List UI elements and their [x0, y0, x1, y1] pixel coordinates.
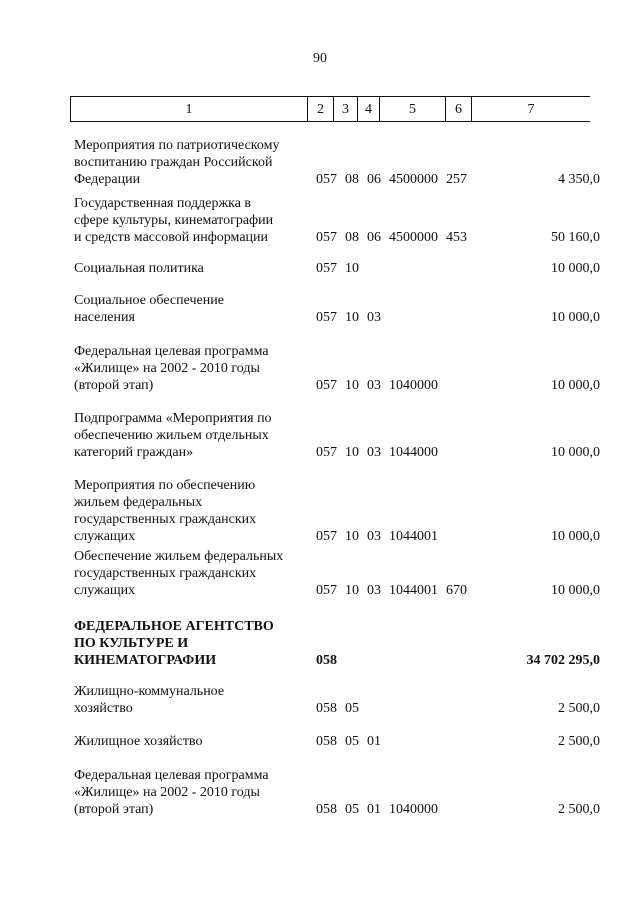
code-subsection: 06: [367, 230, 381, 245]
row-name-line: КИНЕМАТОГРАФИИ: [74, 653, 217, 668]
row-name-line: государственных гражданских: [74, 512, 257, 527]
code-ministry: 058: [316, 701, 337, 716]
row-amount: 10 000,0: [551, 583, 600, 598]
header-col-3: 3: [333, 96, 357, 122]
row-name-line: государственных гражданских: [74, 566, 257, 581]
row-name-line: служащих: [74, 529, 136, 544]
code-ministry: 057: [316, 261, 337, 276]
row-amount: 2 500,0: [558, 701, 600, 716]
code-ministry: 057: [316, 445, 337, 460]
row-name: [74, 195, 304, 246]
code-ministry: 057: [316, 583, 337, 598]
row-name-line: «Жилище» на 2002 - 2010 годы: [74, 785, 260, 800]
table-row: [0, 548, 640, 599]
code-ministry: 057: [316, 529, 337, 544]
row-name-line: Федеральная целевая программа: [74, 768, 269, 783]
row-amount: 4 350,0: [558, 172, 600, 187]
code-expense: 257: [446, 172, 467, 187]
code-ministry: 058: [316, 734, 337, 749]
row-name-line: ФЕДЕРАЛЬНОЕ АГЕНТСТВО: [74, 619, 274, 634]
row-name-line: Подпрограмма «Мероприятия по: [74, 411, 272, 426]
page-number: 90: [313, 51, 327, 66]
row-name-line: Социальная политика: [74, 261, 204, 276]
row-name-line: населения: [74, 310, 135, 325]
code-target: 1044001: [389, 583, 438, 598]
row-name-line: Мероприятия по патриотическому: [74, 138, 280, 153]
code-ministry: 058: [316, 802, 337, 817]
code-expense: 670: [446, 583, 467, 598]
row-name: [74, 683, 304, 717]
row-codes: [316, 700, 359, 717]
code-subsection: 01: [367, 802, 381, 817]
row-name-line: «Жилище» на 2002 - 2010 годы: [74, 361, 260, 376]
code-subsection: 03: [367, 310, 381, 325]
row-name: [74, 292, 304, 326]
row-name-line: воспитанию граждан Российской: [74, 155, 273, 170]
row-amount: 10 000,0: [551, 261, 600, 276]
header-col-6: 6: [445, 96, 471, 122]
row-codes: [316, 229, 467, 246]
row-name: [74, 618, 304, 669]
row-name-line: сфере культуры, кинематографии: [74, 213, 274, 228]
row-amount: 10 000,0: [551, 445, 600, 460]
row-codes: [316, 582, 467, 599]
code-section: 08: [345, 230, 359, 245]
code-subsection: 06: [367, 172, 381, 187]
code-target: 4500000: [389, 172, 438, 187]
row-name-line: Государственная поддержка в: [74, 196, 252, 211]
code-ministry: 057: [316, 172, 337, 187]
row-amount: 50 160,0: [551, 230, 600, 245]
table-row: [0, 195, 640, 246]
row-name: [74, 137, 304, 188]
row-amount: 2 500,0: [558, 734, 600, 749]
row-name-line: ПО КУЛЬТУРЕ И: [74, 636, 189, 651]
table-row: [0, 260, 640, 277]
row-name-line: хозяйство: [74, 701, 133, 716]
row-name-line: Обеспечение жильем федеральных: [74, 549, 284, 564]
code-section: 05: [345, 734, 359, 749]
row-codes: [316, 652, 337, 669]
table-row: [0, 733, 640, 750]
code-section: 10: [345, 529, 359, 544]
row-name: [74, 477, 304, 545]
code-section: 10: [345, 261, 359, 276]
row-codes: [316, 733, 381, 750]
row-codes: [316, 309, 381, 326]
table-row: [0, 767, 640, 818]
code-ministry: 057: [316, 230, 337, 245]
row-codes: [316, 171, 467, 188]
header-col-2: 2: [307, 96, 333, 122]
row-name: [74, 260, 304, 277]
row-codes: [316, 377, 438, 394]
code-section: 10: [345, 445, 359, 460]
table-row: [0, 618, 640, 669]
table-row: [0, 137, 640, 188]
row-amount: 10 000,0: [551, 310, 600, 325]
code-target: 1040000: [389, 802, 438, 817]
header-col-4: 4: [357, 96, 379, 122]
row-name-line: служащих: [74, 583, 136, 598]
code-section: 10: [345, 378, 359, 393]
row-name-line: Жилищно-коммунальное: [74, 684, 225, 699]
row-name: [74, 343, 304, 394]
row-name: [74, 410, 304, 461]
row-codes: [316, 801, 438, 818]
table-header: [70, 96, 590, 124]
table-row: [0, 477, 640, 545]
row-name-line: Мероприятия по обеспечению: [74, 478, 256, 493]
code-subsection: 03: [367, 529, 381, 544]
code-section: 08: [345, 172, 359, 187]
code-subsection: 03: [367, 445, 381, 460]
header-col-5: 5: [379, 96, 445, 122]
code-section: 10: [345, 310, 359, 325]
header-col-7: 7: [471, 96, 590, 122]
code-ministry: 058: [316, 653, 337, 668]
code-target: 1044001: [389, 529, 438, 544]
row-amount: 10 000,0: [551, 378, 600, 393]
row-name-line: Федерации: [74, 172, 141, 187]
code-section: 05: [345, 802, 359, 817]
code-subsection: 03: [367, 378, 381, 393]
code-section: 10: [345, 583, 359, 598]
row-name-line: жильем федеральных: [74, 495, 203, 510]
row-name-line: Федеральная целевая программа: [74, 344, 269, 359]
row-codes: [316, 444, 438, 461]
row-name-line: (второй этап): [74, 802, 154, 817]
table-row: [0, 683, 640, 717]
code-subsection: 03: [367, 583, 381, 598]
code-expense: 453: [446, 230, 467, 245]
row-name-line: и средств массовой информации: [74, 230, 269, 245]
row-name: [74, 767, 304, 818]
row-amount: 10 000,0: [551, 529, 600, 544]
code-target: 1040000: [389, 378, 438, 393]
code-ministry: 057: [316, 378, 337, 393]
row-amount: 2 500,0: [558, 802, 600, 817]
code-section: 05: [345, 701, 359, 716]
row-name-line: категорий граждан»: [74, 445, 194, 460]
row-name-line: Социальное обеспечение: [74, 293, 224, 308]
table-row: [0, 343, 640, 394]
header-col-1: 1: [70, 96, 307, 122]
row-name: [74, 733, 304, 750]
table-row: [0, 292, 640, 326]
code-target: 4500000: [389, 230, 438, 245]
row-name-line: обеспечению жильем отдельных: [74, 428, 269, 443]
row-codes: [316, 260, 359, 277]
code-subsection: 01: [367, 734, 381, 749]
table-row: [0, 410, 640, 461]
row-name-line: (второй этап): [74, 378, 154, 393]
code-ministry: 057: [316, 310, 337, 325]
row-name-line: Жилищное хозяйство: [74, 734, 203, 749]
code-target: 1044000: [389, 445, 438, 460]
row-codes: [316, 528, 438, 545]
row-amount: 34 702 295,0: [526, 653, 600, 668]
row-name: [74, 548, 304, 599]
